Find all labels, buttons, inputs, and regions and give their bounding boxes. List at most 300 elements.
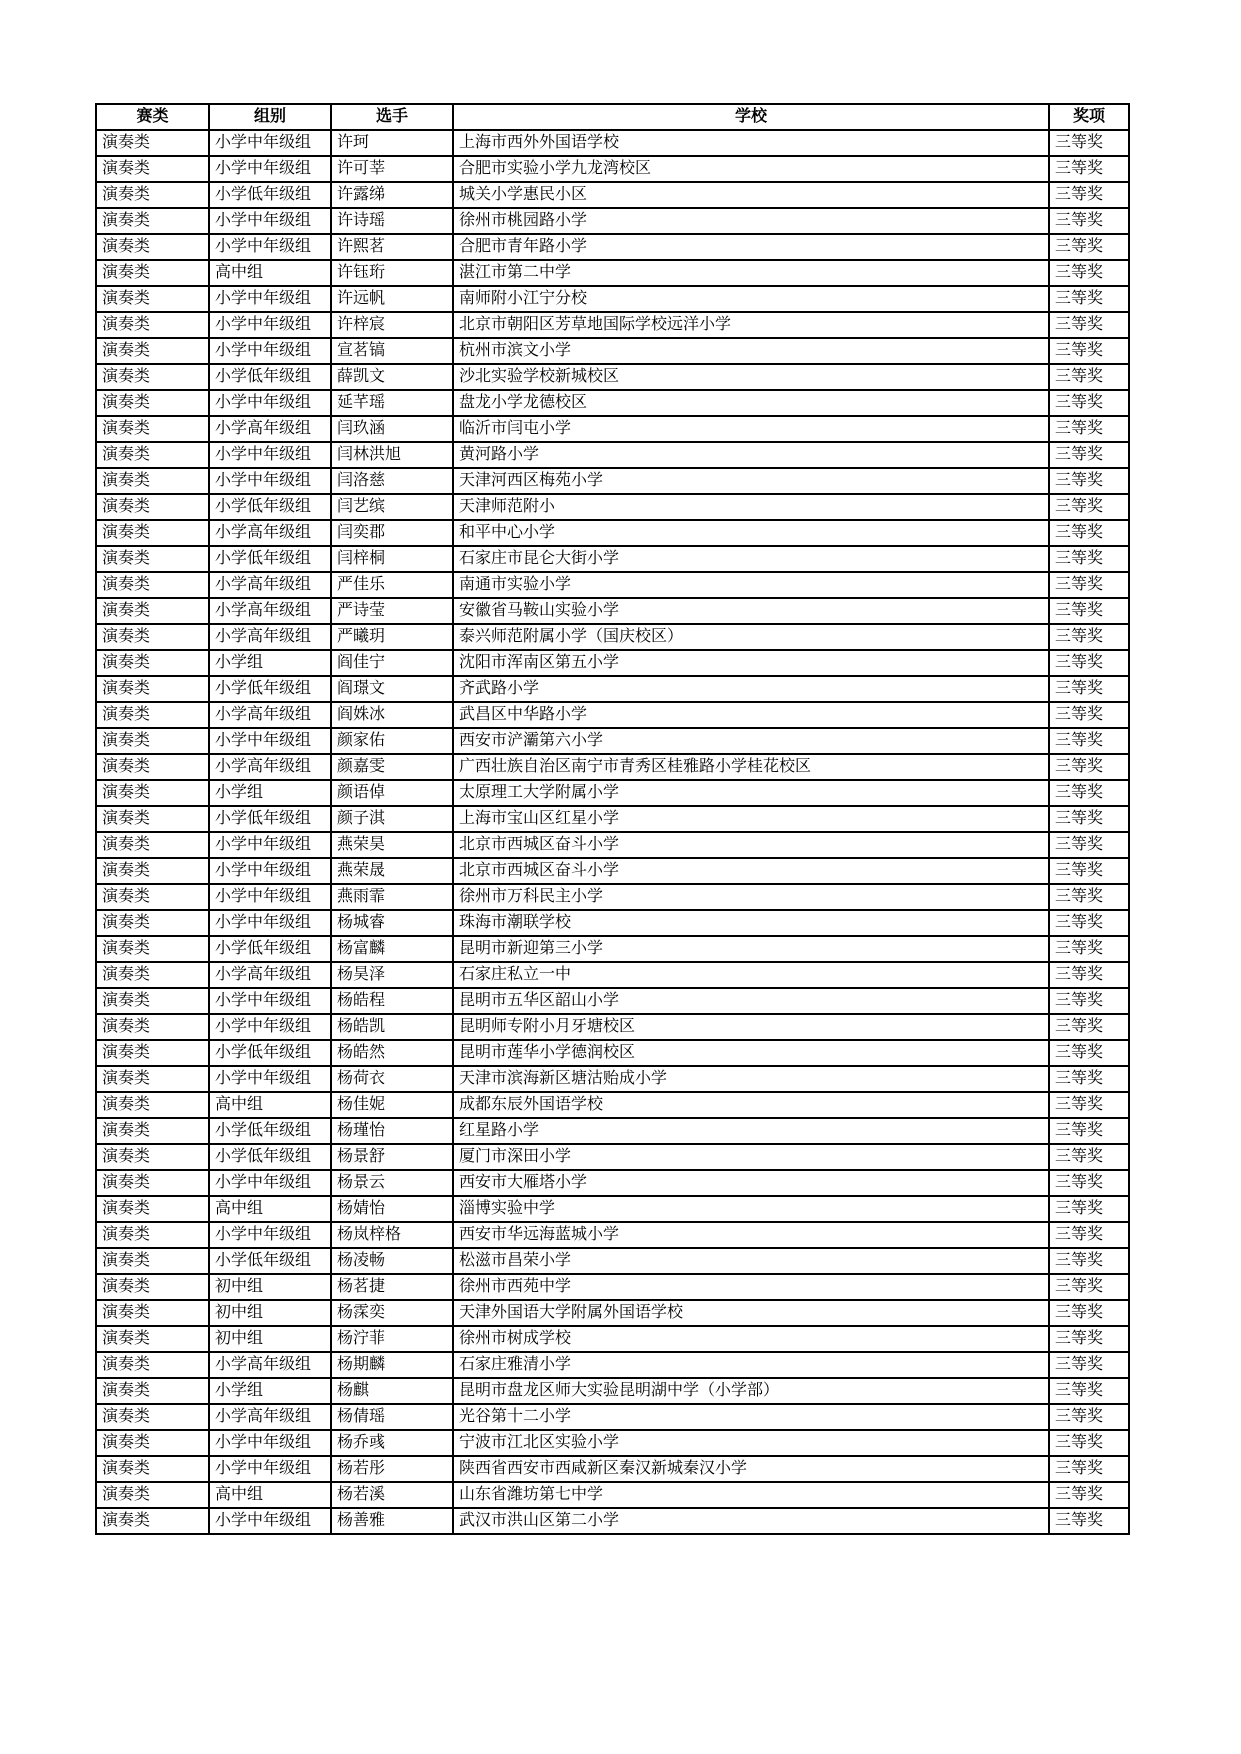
- group-cell: 高中组: [209, 1196, 331, 1222]
- category-cell: 演奏类: [96, 988, 209, 1014]
- category-cell: 演奏类: [96, 468, 209, 494]
- school-cell: 杭州市滨文小学: [453, 338, 1049, 364]
- school-cell: 北京市朝阳区芳草地国际学校远洋小学: [453, 312, 1049, 338]
- contestant-cell: 杨皓程: [331, 988, 453, 1014]
- group-cell: 初中组: [209, 1300, 331, 1326]
- table-row: [96, 650, 1129, 676]
- school-cell: 上海市西外外国语学校: [453, 130, 1049, 156]
- group-cell: 小学低年级组: [209, 494, 331, 520]
- category-cell: 演奏类: [96, 390, 209, 416]
- school-cell: 天津师范附小: [453, 494, 1049, 520]
- group-cell: 小学高年级组: [209, 1404, 331, 1430]
- contestant-cell: 闫洛慈: [331, 468, 453, 494]
- school-cell: 黄河路小学: [453, 442, 1049, 468]
- award-cell: 三等奖: [1049, 1118, 1129, 1144]
- school-cell: 昆明市新迎第三小学: [453, 936, 1049, 962]
- group-cell: 小学低年级组: [209, 936, 331, 962]
- table-row: [96, 988, 1129, 1014]
- header-group: 组别: [209, 104, 331, 130]
- category-cell: 演奏类: [96, 208, 209, 234]
- school-cell: 山东省潍坊第七中学: [453, 1482, 1049, 1508]
- table-row: [96, 832, 1129, 858]
- school-cell: 昆明市五华区韶山小学: [453, 988, 1049, 1014]
- table-row: [96, 1508, 1129, 1534]
- group-cell: 小学中年级组: [209, 988, 331, 1014]
- school-cell: 北京市西城区奋斗小学: [453, 858, 1049, 884]
- school-cell: 徐州市西苑中学: [453, 1274, 1049, 1300]
- contestant-cell: 杨瑾怡: [331, 1118, 453, 1144]
- category-cell: 演奏类: [96, 1196, 209, 1222]
- contestant-cell: 许梓宸: [331, 312, 453, 338]
- award-cell: 三等奖: [1049, 182, 1129, 208]
- award-cell: 三等奖: [1049, 156, 1129, 182]
- results-table-body: [96, 130, 1129, 1534]
- award-cell: 三等奖: [1049, 442, 1129, 468]
- category-cell: 演奏类: [96, 1144, 209, 1170]
- award-cell: 三等奖: [1049, 1170, 1129, 1196]
- table-row: [96, 884, 1129, 910]
- category-cell: 演奏类: [96, 234, 209, 260]
- category-cell: 演奏类: [96, 130, 209, 156]
- contestant-cell: 严佳乐: [331, 572, 453, 598]
- award-cell: 三等奖: [1049, 1248, 1129, 1274]
- award-cell: 三等奖: [1049, 1300, 1129, 1326]
- school-cell: 昆明市莲华小学德润校区: [453, 1040, 1049, 1066]
- group-cell: 小学中年级组: [209, 1430, 331, 1456]
- category-cell: 演奏类: [96, 494, 209, 520]
- table-header: [96, 104, 1129, 130]
- award-cell: 三等奖: [1049, 1144, 1129, 1170]
- table-row: [96, 234, 1129, 260]
- award-cell: 三等奖: [1049, 1014, 1129, 1040]
- contestant-cell: 宣茗镐: [331, 338, 453, 364]
- award-cell: 三等奖: [1049, 728, 1129, 754]
- contestant-cell: 杨景云: [331, 1170, 453, 1196]
- group-cell: 小学中年级组: [209, 156, 331, 182]
- table-row: [96, 312, 1129, 338]
- group-cell: 小学中年级组: [209, 1456, 331, 1482]
- table-row: [96, 338, 1129, 364]
- contestant-cell: 杨荷衣: [331, 1066, 453, 1092]
- school-cell: 沙北实验学校新城校区: [453, 364, 1049, 390]
- school-cell: 昆明师专附小月牙塘校区: [453, 1014, 1049, 1040]
- school-cell: 珠海市潮联学校: [453, 910, 1049, 936]
- table-row: [96, 1118, 1129, 1144]
- contestant-cell: 杨岚梓格: [331, 1222, 453, 1248]
- table-row: [96, 416, 1129, 442]
- table-row: [96, 442, 1129, 468]
- award-cell: 三等奖: [1049, 364, 1129, 390]
- group-cell: 小学组: [209, 780, 331, 806]
- category-cell: 演奏类: [96, 1274, 209, 1300]
- category-cell: 演奏类: [96, 754, 209, 780]
- category-cell: 演奏类: [96, 1248, 209, 1274]
- contestant-cell: 许可莘: [331, 156, 453, 182]
- award-cell: 三等奖: [1049, 598, 1129, 624]
- school-cell: 盘龙小学龙德校区: [453, 390, 1049, 416]
- contestant-cell: 严曦玥: [331, 624, 453, 650]
- group-cell: 小学组: [209, 1378, 331, 1404]
- award-cell: 三等奖: [1049, 884, 1129, 910]
- table-row: [96, 1300, 1129, 1326]
- category-cell: 演奏类: [96, 806, 209, 832]
- category-cell: 演奏类: [96, 442, 209, 468]
- contestant-cell: 许露绨: [331, 182, 453, 208]
- table-row: [96, 1378, 1129, 1404]
- group-cell: 小学中年级组: [209, 1508, 331, 1534]
- category-cell: 演奏类: [96, 1300, 209, 1326]
- group-cell: 小学中年级组: [209, 1066, 331, 1092]
- school-cell: 天津外国语大学附属外国语学校: [453, 1300, 1049, 1326]
- contestant-cell: 阎璟文: [331, 676, 453, 702]
- award-cell: 三等奖: [1049, 494, 1129, 520]
- group-cell: 高中组: [209, 1482, 331, 1508]
- group-cell: 小学高年级组: [209, 1352, 331, 1378]
- group-cell: 小学中年级组: [209, 1170, 331, 1196]
- table-row: [96, 910, 1129, 936]
- award-cell: 三等奖: [1049, 1274, 1129, 1300]
- category-cell: 演奏类: [96, 728, 209, 754]
- table-row: [96, 728, 1129, 754]
- group-cell: 小学中年级组: [209, 910, 331, 936]
- results-table: [95, 103, 1130, 1535]
- category-cell: 演奏类: [96, 1040, 209, 1066]
- header-row: [96, 104, 1129, 130]
- category-cell: 演奏类: [96, 1430, 209, 1456]
- table-row: [96, 1352, 1129, 1378]
- award-cell: 三等奖: [1049, 1482, 1129, 1508]
- award-cell: 三等奖: [1049, 676, 1129, 702]
- contestant-cell: 许钰珩: [331, 260, 453, 286]
- category-cell: 演奏类: [96, 312, 209, 338]
- category-cell: 演奏类: [96, 1066, 209, 1092]
- group-cell: 小学中年级组: [209, 1014, 331, 1040]
- category-cell: 演奏类: [96, 832, 209, 858]
- award-cell: 三等奖: [1049, 910, 1129, 936]
- group-cell: 小学低年级组: [209, 806, 331, 832]
- contestant-cell: 杨茗捷: [331, 1274, 453, 1300]
- group-cell: 小学高年级组: [209, 962, 331, 988]
- contestant-cell: 燕雨霏: [331, 884, 453, 910]
- school-cell: 西安市华远海蓝城小学: [453, 1222, 1049, 1248]
- group-cell: 小学中年级组: [209, 312, 331, 338]
- award-cell: 三等奖: [1049, 546, 1129, 572]
- table-row: [96, 1482, 1129, 1508]
- award-cell: 三等奖: [1049, 338, 1129, 364]
- award-cell: 三等奖: [1049, 1378, 1129, 1404]
- contestant-cell: 闫奕郡: [331, 520, 453, 546]
- award-cell: 三等奖: [1049, 754, 1129, 780]
- contestant-cell: 严诗莹: [331, 598, 453, 624]
- award-cell: 三等奖: [1049, 1352, 1129, 1378]
- school-cell: 合肥市青年路小学: [453, 234, 1049, 260]
- category-cell: 演奏类: [96, 572, 209, 598]
- table-row: [96, 1248, 1129, 1274]
- category-cell: 演奏类: [96, 624, 209, 650]
- award-cell: 三等奖: [1049, 1092, 1129, 1118]
- table-row: [96, 546, 1129, 572]
- award-cell: 三等奖: [1049, 1326, 1129, 1352]
- table-row: [96, 1274, 1129, 1300]
- school-cell: 临沂市闫屯小学: [453, 416, 1049, 442]
- table-row: [96, 1040, 1129, 1066]
- contestant-cell: 杨若溪: [331, 1482, 453, 1508]
- contestant-cell: 颜语倬: [331, 780, 453, 806]
- table-row: [96, 1170, 1129, 1196]
- category-cell: 演奏类: [96, 520, 209, 546]
- school-cell: 石家庄私立一中: [453, 962, 1049, 988]
- group-cell: 小学中年级组: [209, 1222, 331, 1248]
- school-cell: 太原理工大学附属小学: [453, 780, 1049, 806]
- contestant-cell: 延芊瑶: [331, 390, 453, 416]
- table-row: [96, 1456, 1129, 1482]
- award-cell: 三等奖: [1049, 832, 1129, 858]
- school-cell: 湛江市第二中学: [453, 260, 1049, 286]
- school-cell: 和平中心小学: [453, 520, 1049, 546]
- category-cell: 演奏类: [96, 858, 209, 884]
- contestant-cell: 闫林洪旭: [331, 442, 453, 468]
- category-cell: 演奏类: [96, 1118, 209, 1144]
- award-cell: 三等奖: [1049, 390, 1129, 416]
- group-cell: 小学中年级组: [209, 858, 331, 884]
- group-cell: 小学中年级组: [209, 832, 331, 858]
- table-row: [96, 260, 1129, 286]
- category-cell: 演奏类: [96, 598, 209, 624]
- table-row: [96, 1326, 1129, 1352]
- school-cell: 松滋市昌荣小学: [453, 1248, 1049, 1274]
- table-row: [96, 676, 1129, 702]
- category-cell: 演奏类: [96, 286, 209, 312]
- award-cell: 三等奖: [1049, 962, 1129, 988]
- award-cell: 三等奖: [1049, 1222, 1129, 1248]
- school-cell: 光谷第十二小学: [453, 1404, 1049, 1430]
- group-cell: 小学低年级组: [209, 1248, 331, 1274]
- table-row: [96, 624, 1129, 650]
- contestant-cell: 杨凌畅: [331, 1248, 453, 1274]
- group-cell: 小学低年级组: [209, 546, 331, 572]
- award-cell: 三等奖: [1049, 988, 1129, 1014]
- school-cell: 徐州市万科民主小学: [453, 884, 1049, 910]
- award-cell: 三等奖: [1049, 416, 1129, 442]
- award-cell: 三等奖: [1049, 858, 1129, 884]
- category-cell: 演奏类: [96, 650, 209, 676]
- category-cell: 演奏类: [96, 1456, 209, 1482]
- award-cell: 三等奖: [1049, 936, 1129, 962]
- school-cell: 北京市西城区奋斗小学: [453, 832, 1049, 858]
- category-cell: 演奏类: [96, 702, 209, 728]
- contestant-cell: 杨倩瑶: [331, 1404, 453, 1430]
- school-cell: 宁波市江北区实验小学: [453, 1430, 1049, 1456]
- group-cell: 小学低年级组: [209, 1040, 331, 1066]
- award-cell: 三等奖: [1049, 520, 1129, 546]
- category-cell: 演奏类: [96, 780, 209, 806]
- table-row: [96, 468, 1129, 494]
- contestant-cell: 阎佳宁: [331, 650, 453, 676]
- category-cell: 演奏类: [96, 1092, 209, 1118]
- group-cell: 小学中年级组: [209, 884, 331, 910]
- school-cell: 徐州市桃园路小学: [453, 208, 1049, 234]
- school-cell: 西安市浐灞第六小学: [453, 728, 1049, 754]
- school-cell: 南通市实验小学: [453, 572, 1049, 598]
- contestant-cell: 许远帆: [331, 286, 453, 312]
- group-cell: 初中组: [209, 1274, 331, 1300]
- category-cell: 演奏类: [96, 936, 209, 962]
- contestant-cell: 颜嘉雯: [331, 754, 453, 780]
- school-cell: 徐州市树成学校: [453, 1326, 1049, 1352]
- award-cell: 三等奖: [1049, 1066, 1129, 1092]
- table-row: [96, 598, 1129, 624]
- header-school: 学校: [453, 104, 1049, 130]
- award-cell: 三等奖: [1049, 702, 1129, 728]
- group-cell: 小学低年级组: [209, 364, 331, 390]
- group-cell: 小学高年级组: [209, 598, 331, 624]
- group-cell: 小学中年级组: [209, 234, 331, 260]
- contestant-cell: 燕荣昊: [331, 832, 453, 858]
- group-cell: 小学中年级组: [209, 468, 331, 494]
- category-cell: 演奏类: [96, 676, 209, 702]
- group-cell: 初中组: [209, 1326, 331, 1352]
- table-row: [96, 182, 1129, 208]
- group-cell: 小学高年级组: [209, 624, 331, 650]
- school-cell: 泰兴师范附属小学（国庆校区）: [453, 624, 1049, 650]
- school-cell: 齐武路小学: [453, 676, 1049, 702]
- contestant-cell: 许珂: [331, 130, 453, 156]
- school-cell: 天津河西区梅苑小学: [453, 468, 1049, 494]
- school-cell: 昆明市盘龙区师大实验昆明湖中学（小学部）: [453, 1378, 1049, 1404]
- category-cell: 演奏类: [96, 182, 209, 208]
- category-cell: 演奏类: [96, 1482, 209, 1508]
- award-cell: 三等奖: [1049, 650, 1129, 676]
- table-row: [96, 962, 1129, 988]
- group-cell: 小学高年级组: [209, 572, 331, 598]
- award-cell: 三等奖: [1049, 780, 1129, 806]
- contestant-cell: 杨婧怡: [331, 1196, 453, 1222]
- award-cell: 三等奖: [1049, 1040, 1129, 1066]
- table-row: [96, 806, 1129, 832]
- table-row: [96, 572, 1129, 598]
- category-cell: 演奏类: [96, 416, 209, 442]
- contestant-cell: 杨泞菲: [331, 1326, 453, 1352]
- award-cell: 三等奖: [1049, 1508, 1129, 1534]
- group-cell: 小学高年级组: [209, 754, 331, 780]
- category-cell: 演奏类: [96, 1170, 209, 1196]
- award-cell: 三等奖: [1049, 1430, 1129, 1456]
- school-cell: 淄博实验中学: [453, 1196, 1049, 1222]
- group-cell: 小学高年级组: [209, 520, 331, 546]
- category-cell: 演奏类: [96, 156, 209, 182]
- school-cell: 广西壮族自治区南宁市青秀区桂雅路小学桂花校区: [453, 754, 1049, 780]
- award-cell: 三等奖: [1049, 312, 1129, 338]
- table-row: [96, 130, 1129, 156]
- contestant-cell: 闫梓桐: [331, 546, 453, 572]
- award-cell: 三等奖: [1049, 624, 1129, 650]
- school-cell: 成都东辰外国语学校: [453, 1092, 1049, 1118]
- contestant-cell: 杨富麟: [331, 936, 453, 962]
- table-row: [96, 754, 1129, 780]
- school-cell: 石家庄雅清小学: [453, 1352, 1049, 1378]
- category-cell: 演奏类: [96, 260, 209, 286]
- category-cell: 演奏类: [96, 1508, 209, 1534]
- group-cell: 小学中年级组: [209, 442, 331, 468]
- school-cell: 城关小学惠民小区: [453, 182, 1049, 208]
- contestant-cell: 颜家佑: [331, 728, 453, 754]
- table-row: [96, 1014, 1129, 1040]
- award-cell: 三等奖: [1049, 234, 1129, 260]
- contestant-cell: 许诗瑶: [331, 208, 453, 234]
- contestant-cell: 阎姝冰: [331, 702, 453, 728]
- contestant-cell: 闫玖涵: [331, 416, 453, 442]
- school-cell: 石家庄市昆仑大街小学: [453, 546, 1049, 572]
- group-cell: 小学组: [209, 650, 331, 676]
- table-row: [96, 1144, 1129, 1170]
- group-cell: 小学中年级组: [209, 728, 331, 754]
- school-cell: 武汉市洪山区第二小学: [453, 1508, 1049, 1534]
- group-cell: 小学中年级组: [209, 130, 331, 156]
- table-row: [96, 1066, 1129, 1092]
- school-cell: 沈阳市浑南区第五小学: [453, 650, 1049, 676]
- category-cell: 演奏类: [96, 1014, 209, 1040]
- contestant-cell: 杨景舒: [331, 1144, 453, 1170]
- contestant-cell: 杨霂奕: [331, 1300, 453, 1326]
- category-cell: 演奏类: [96, 546, 209, 572]
- award-cell: 三等奖: [1049, 130, 1129, 156]
- table-row: [96, 286, 1129, 312]
- table-row: [96, 1196, 1129, 1222]
- table-row: [96, 1430, 1129, 1456]
- table-row: [96, 1404, 1129, 1430]
- group-cell: 小学中年级组: [209, 286, 331, 312]
- contestant-cell: 许熙茗: [331, 234, 453, 260]
- category-cell: 演奏类: [96, 364, 209, 390]
- award-cell: 三等奖: [1049, 806, 1129, 832]
- award-cell: 三等奖: [1049, 286, 1129, 312]
- group-cell: 小学低年级组: [209, 1144, 331, 1170]
- contestant-cell: 薛凯文: [331, 364, 453, 390]
- table-row: [96, 156, 1129, 182]
- award-cell: 三等奖: [1049, 1196, 1129, 1222]
- award-cell: 三等奖: [1049, 1404, 1129, 1430]
- table-row: [96, 1092, 1129, 1118]
- group-cell: 小学中年级组: [209, 338, 331, 364]
- school-cell: 红星路小学: [453, 1118, 1049, 1144]
- contestant-cell: 杨善雅: [331, 1508, 453, 1534]
- table-row: [96, 520, 1129, 546]
- award-cell: 三等奖: [1049, 572, 1129, 598]
- group-cell: 小学中年级组: [209, 208, 331, 234]
- category-cell: 演奏类: [96, 1404, 209, 1430]
- contestant-cell: 杨乔彧: [331, 1430, 453, 1456]
- category-cell: 演奏类: [96, 1222, 209, 1248]
- award-cell: 三等奖: [1049, 208, 1129, 234]
- table-row: [96, 494, 1129, 520]
- contestant-cell: 杨期麟: [331, 1352, 453, 1378]
- category-cell: 演奏类: [96, 910, 209, 936]
- contestant-cell: 杨皓然: [331, 1040, 453, 1066]
- table-row: [96, 780, 1129, 806]
- school-cell: 合肥市实验小学九龙湾校区: [453, 156, 1049, 182]
- award-cell: 三等奖: [1049, 260, 1129, 286]
- group-cell: 小学高年级组: [209, 416, 331, 442]
- header-award: 奖项: [1049, 104, 1129, 130]
- school-cell: 西安市大雁塔小学: [453, 1170, 1049, 1196]
- group-cell: 高中组: [209, 260, 331, 286]
- contestant-cell: 杨若彤: [331, 1456, 453, 1482]
- category-cell: 演奏类: [96, 1326, 209, 1352]
- group-cell: 小学低年级组: [209, 676, 331, 702]
- award-cell: 三等奖: [1049, 1456, 1129, 1482]
- table-row: [96, 702, 1129, 728]
- table-row: [96, 1222, 1129, 1248]
